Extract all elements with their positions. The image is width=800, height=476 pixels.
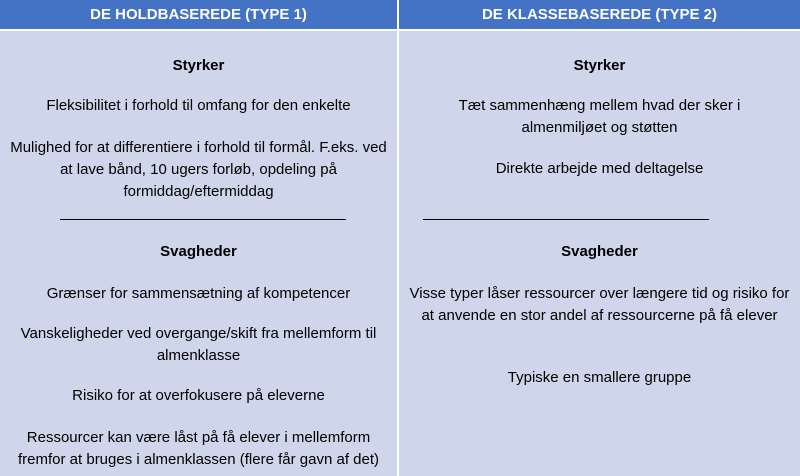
header-type-1: DE HOLDBASEREDE (TYPE 1) bbox=[0, 0, 399, 31]
divider bbox=[60, 219, 346, 220]
column-type-2 bbox=[399, 31, 800, 476]
weakness-item: Vanskeligheder ved overgange/skift fra mellemform til almenklasse bbox=[20, 325, 377, 364]
weaknesses-heading: Svagheder bbox=[561, 243, 638, 260]
divider bbox=[423, 219, 709, 220]
weakness-item: Risiko for at overfokusere på eleverne bbox=[72, 387, 325, 404]
weakness-item: Ressourcer kan være låst på få elever i mellemform fremfor at bruges i almenklassen (flere får gavn af det) bbox=[18, 429, 379, 468]
weakness-item: Typiske en smallere gruppe bbox=[507, 369, 692, 386]
column-type-1 bbox=[0, 31, 399, 476]
strength-item: Direkte arbejde med deltagelse bbox=[495, 160, 704, 177]
strength-item: Tæt sammenhæng mellem hvad der sker i almenmiljøet og støtten bbox=[458, 97, 741, 136]
strength-item: Mulighed for at differentiere i forhold til formål. F.eks. ved at lave bånd, 10 ugers forløb, opdeling på formiddag/eftermiddag bbox=[10, 139, 387, 200]
weakness-item: Grænser for sammensætning af kompetencer bbox=[46, 285, 351, 302]
strengths-heading: Styrker bbox=[172, 57, 225, 74]
strengths-heading: Styrker bbox=[573, 57, 626, 74]
weakness-item: Visse typer låser ressourcer over længere tid og risiko for at anvende en stor andel af ressourcerne på få elever bbox=[409, 285, 790, 324]
weaknesses-heading: Svagheder bbox=[160, 243, 237, 260]
header-type-2: DE KLASSEBASEREDE (TYPE 2) bbox=[399, 0, 800, 31]
strength-item: Fleksibilitet i forhold til omfang for den enkelte bbox=[46, 97, 351, 114]
